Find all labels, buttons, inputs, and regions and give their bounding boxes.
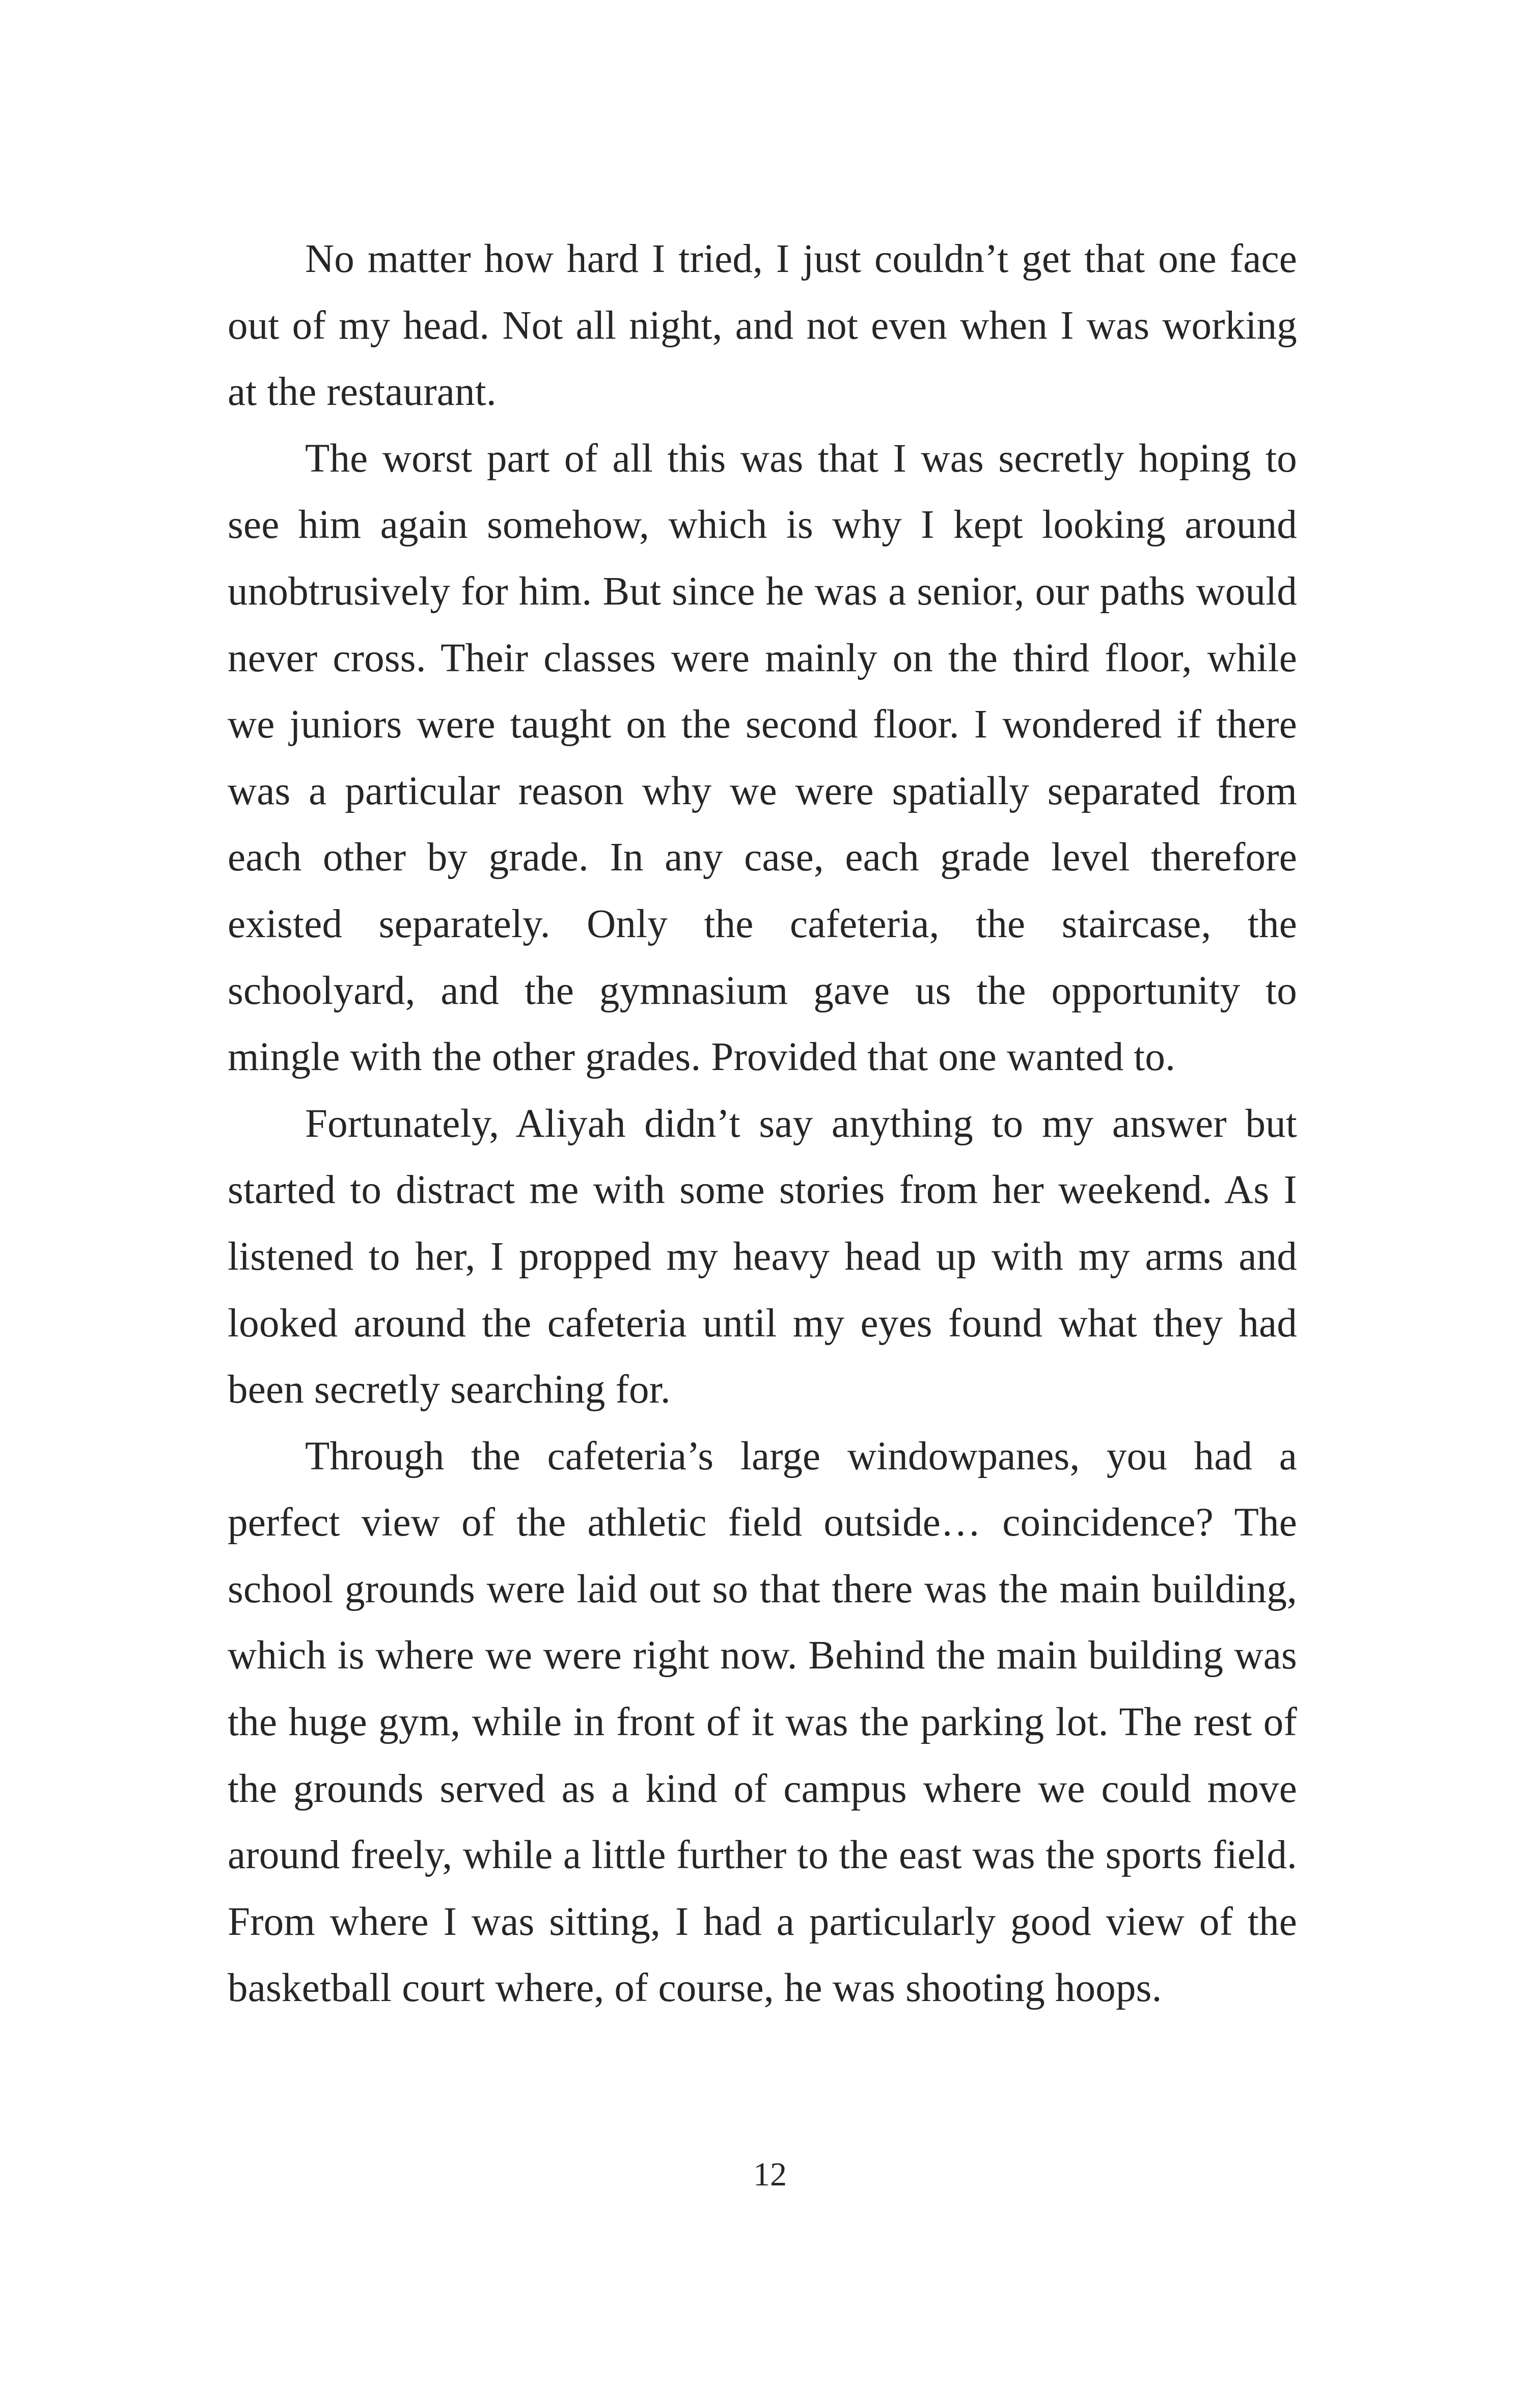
paragraph-2: The worst part of all this was that I was secretly hoping to see him again somehow, which is why I kept looking around unobtrusively for him. But since he was a senior, our paths would never cross. Their classes were mainly on the third floor, while we juniors were taught on the second floor. I wondered if there was a particular reason why we were spatially separated from each other by grade. In any case, each grade level therefore existed separately. Only the cafeteria, the staircase, the schoolyard, and the gymnasium gave us the opportunity to mingle with the other grades. Provided that one wanted to. bbox=[228, 436, 1297, 1080]
paragraph-3: Fortunately, Aliyah didn’t say anything to my answer but started to distract me with some stories from her weekend. As I listened to her, I propped my heavy head up with my arms and looked around the cafeteria until my eyes found what they had been secretly searching for. bbox=[228, 1101, 1297, 1412]
body-text bbox=[228, 226, 1297, 2022]
page-number: 12 bbox=[753, 2156, 787, 2193]
paragraph-1: No matter how hard I tried, I just couldn’t get that one face out of my head. Not all night, and not even when I was working at the restaurant. bbox=[228, 237, 1297, 415]
paragraph-4: Through the cafeteria’s large windowpanes, you had a perfect view of the athletic field outside… coincidence? The school grounds were laid out so that there was the main building, which is where we were right now. Behind the main building was the huge gym, while in front of it was the parking lot. The rest of the grounds served as a kind of campus where we could move around freely, while a little further to the east was the sports field. From where I was sitting, I had a particularly good view of the basketball court where, of course, he was shooting hoops. bbox=[228, 1434, 1297, 2011]
